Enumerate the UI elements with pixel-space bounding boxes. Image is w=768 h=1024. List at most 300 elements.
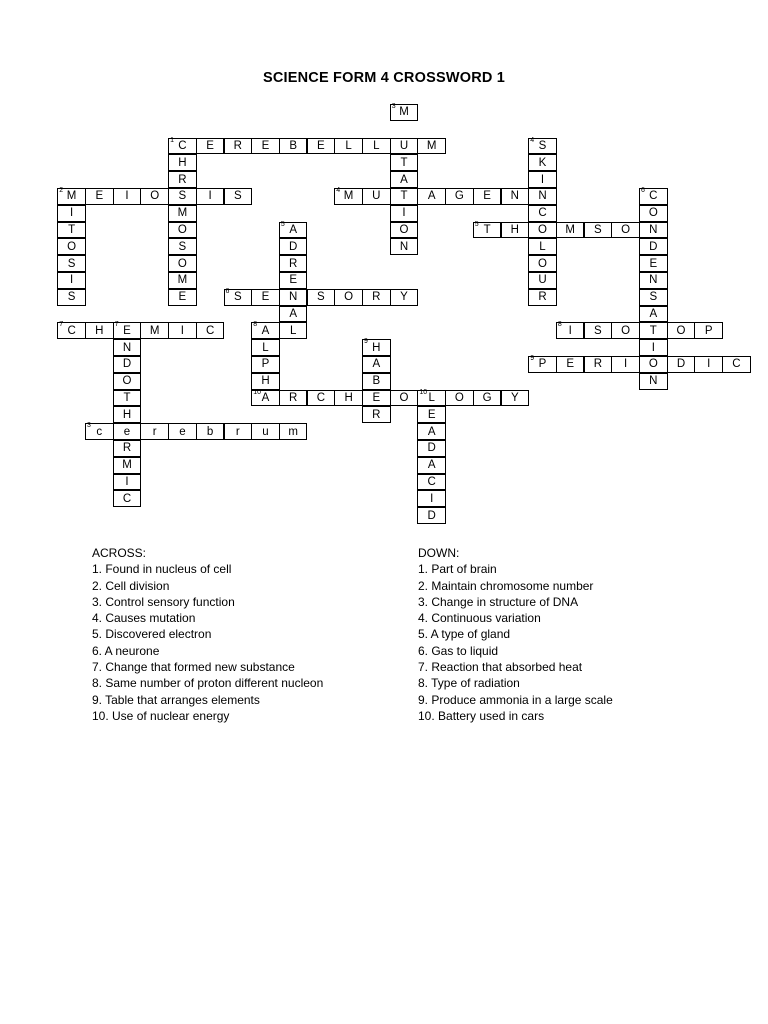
cell-letter: L: [262, 341, 269, 354]
grid-cell[interactable]: [528, 356, 557, 373]
grid-cell[interactable]: [667, 322, 696, 339]
grid-cell[interactable]: [417, 188, 446, 205]
grid-cell[interactable]: [224, 188, 253, 205]
cell-letter: T: [400, 156, 408, 169]
grid-cell[interactable]: [528, 138, 557, 155]
cell-letter: M: [149, 324, 160, 337]
cell-letter: R: [233, 139, 242, 152]
grid-cell[interactable]: [57, 255, 86, 272]
grid-cell[interactable]: [113, 390, 142, 407]
cell-number: 7: [59, 321, 64, 329]
cell-letter: E: [206, 139, 214, 152]
grid-cell[interactable]: [57, 205, 86, 222]
grid-cell[interactable]: [168, 138, 197, 155]
down-heading: DOWN:: [418, 546, 460, 560]
cell-letter: R: [122, 442, 132, 455]
cell-letter: O: [177, 257, 187, 270]
grid-cell[interactable]: [639, 222, 668, 239]
grid-cell[interactable]: [196, 138, 225, 155]
grid-cell[interactable]: [113, 373, 142, 390]
cell-letter: R: [178, 173, 187, 186]
grid-cell[interactable]: [362, 373, 391, 390]
cell-letter: U: [372, 190, 381, 203]
grid-cell[interactable]: [113, 356, 142, 373]
grid-cell[interactable]: [362, 356, 391, 373]
grid-cell[interactable]: [168, 222, 197, 239]
grid-cell[interactable]: [611, 356, 640, 373]
cell-letter: L: [539, 240, 546, 253]
grid-cell[interactable]: [528, 272, 557, 289]
cell-letter: N: [122, 341, 132, 354]
grid-cell[interactable]: [611, 322, 640, 339]
grid-cell[interactable]: [390, 138, 419, 155]
grid-cell[interactable]: [639, 306, 668, 323]
grid-cell[interactable]: [251, 390, 280, 407]
cell-letter: E: [123, 324, 131, 337]
across-clue-4: 4. Causes mutation: [92, 611, 196, 626]
grid-cell[interactable]: [224, 138, 253, 155]
cell-letter: E: [372, 391, 381, 404]
grid-cell[interactable]: [307, 138, 336, 155]
grid-cell[interactable]: [57, 272, 86, 289]
grid-cell[interactable]: [667, 356, 696, 373]
grid-cell[interactable]: [251, 339, 280, 356]
cell-letter: E: [566, 358, 575, 371]
cell-letter: I: [402, 207, 406, 220]
grid-cell[interactable]: [417, 507, 446, 524]
cell-number: 10: [253, 388, 261, 396]
grid-cell[interactable]: [584, 322, 613, 339]
across-clue-9: 9. Table that arranges elements: [92, 692, 260, 707]
grid-cell[interactable]: [168, 154, 197, 171]
across-clues: [92, 545, 323, 724]
cell-number: 9: [530, 355, 535, 362]
cell-letter: O: [122, 375, 132, 388]
cell-letter: I: [69, 207, 74, 220]
grid-cell[interactable]: [113, 406, 142, 423]
grid-cell[interactable]: [168, 322, 197, 339]
across-clue-1: 1. Found in nucleus of cell: [92, 562, 232, 577]
grid-cell[interactable]: [168, 255, 197, 272]
grid-cell[interactable]: [251, 423, 280, 440]
down-clue-8: 8. Type of radiation: [418, 676, 520, 691]
cell-letter: R: [289, 257, 298, 270]
grid-cell[interactable]: [168, 272, 197, 289]
cell-number: 3: [87, 422, 91, 430]
grid-cell[interactable]: [362, 339, 391, 356]
cell-letter: H: [261, 375, 270, 388]
cell-letter: M: [122, 459, 132, 472]
cell-letter: O: [538, 223, 547, 236]
grid-cell[interactable]: [334, 188, 363, 205]
grid-cell[interactable]: [279, 322, 308, 339]
cell-letter: S: [317, 291, 325, 304]
cell-letter: B: [372, 375, 381, 388]
cell-letter: E: [483, 190, 491, 203]
cell-letter: C: [427, 475, 436, 488]
cell-letter: b: [206, 425, 214, 438]
cell-letter: O: [676, 324, 686, 337]
cell-letter: O: [454, 391, 464, 404]
cell-letter: E: [289, 274, 298, 287]
grid-cell[interactable]: [279, 222, 308, 239]
cell-number: 5: [474, 220, 479, 228]
grid-cell[interactable]: [85, 188, 114, 205]
grid-cell[interactable]: [251, 356, 280, 373]
grid-cell[interactable]: [279, 289, 308, 306]
grid-cell[interactable]: [639, 322, 668, 339]
grid-cell[interactable]: [528, 238, 557, 255]
cell-letter: I: [651, 341, 655, 354]
cell-letter: m: [288, 425, 298, 438]
cell-number: 9: [364, 338, 368, 346]
cell-letter: H: [344, 391, 353, 404]
cell-letter: I: [180, 324, 184, 337]
cell-letter: N: [289, 291, 298, 304]
grid-cell[interactable]: [113, 474, 142, 491]
cell-number: 10: [419, 388, 428, 396]
grid-cell[interactable]: [140, 423, 169, 440]
cell-letter: N: [649, 375, 658, 388]
grid-cell[interactable]: [168, 289, 197, 306]
cell-letter: D: [427, 509, 436, 522]
grid-cell[interactable]: [57, 238, 86, 255]
grid-cell[interactable]: [113, 423, 142, 440]
down-clues: [418, 545, 613, 724]
grid-cell[interactable]: [417, 138, 446, 155]
grid-cell[interactable]: [279, 423, 308, 440]
cell-letter: u: [262, 425, 269, 438]
cell-letter: M: [66, 190, 77, 203]
cell-letter: I: [623, 358, 628, 371]
grid-cell[interactable]: [334, 138, 363, 155]
cell-letter: U: [399, 139, 409, 152]
across-clue-10: 10. Use of nuclear energy: [92, 708, 230, 723]
grid-cell[interactable]: [362, 390, 391, 407]
grid-cell[interactable]: [639, 356, 668, 373]
grid-cell[interactable]: [501, 222, 530, 239]
grid-cell[interactable]: [528, 222, 557, 239]
grid-cell[interactable]: [528, 255, 557, 272]
grid-cell[interactable]: [417, 474, 446, 491]
cell-letter: N: [510, 190, 519, 203]
cell-letter: E: [427, 408, 436, 421]
grid-cell[interactable]: [501, 188, 530, 205]
grid-cell[interactable]: [279, 138, 308, 155]
cell-number: 6: [225, 287, 230, 295]
cell-letter: C: [122, 492, 132, 505]
grid-cell[interactable]: [57, 322, 86, 339]
cell-number: 3: [391, 103, 396, 110]
cell-letter: S: [178, 240, 187, 253]
cell-letter: M: [426, 139, 437, 152]
cell-letter: S: [233, 190, 242, 203]
cell-letter: I: [69, 274, 74, 287]
grid-cell[interactable]: [362, 406, 391, 423]
cell-number: 4: [530, 136, 535, 144]
grid-cell[interactable]: [639, 339, 668, 356]
down-clue-7: 7. Reaction that absorbed heat: [418, 660, 583, 675]
grid-cell[interactable]: [168, 188, 197, 205]
across-clue-2: 2. Cell division: [92, 578, 170, 593]
cell-letter: C: [732, 358, 741, 371]
grid-cell[interactable]: [556, 356, 585, 373]
cell-letter: S: [594, 223, 602, 236]
cell-letter: S: [538, 139, 547, 152]
grid-cell[interactable]: [390, 154, 419, 171]
across-clue-5: 5. Discovered electron: [92, 627, 212, 642]
grid-cell[interactable]: [57, 188, 86, 205]
cell-letter: A: [261, 324, 270, 337]
grid-cell[interactable]: [528, 289, 557, 306]
grid-cell[interactable]: [390, 238, 419, 255]
grid-cell[interactable]: [501, 390, 530, 407]
grid-cell[interactable]: [445, 390, 474, 407]
grid-cell[interactable]: [307, 390, 336, 407]
grid-cell[interactable]: [140, 188, 169, 205]
grid-cell[interactable]: [113, 490, 142, 507]
cell-letter: S: [233, 291, 242, 304]
cell-letter: R: [538, 291, 547, 304]
grid-cell[interactable]: [334, 289, 363, 306]
grid-cell[interactable]: [694, 322, 723, 339]
grid-cell[interactable]: [307, 289, 336, 306]
cell-letter: A: [289, 223, 298, 236]
cell-letter: A: [427, 190, 436, 203]
cell-number: 7: [114, 321, 119, 329]
grid-cell[interactable]: [85, 322, 114, 339]
cell-letter: R: [289, 391, 298, 404]
grid-cell[interactable]: [57, 289, 86, 306]
cell-letter: I: [125, 475, 129, 488]
cell-letter: r: [235, 425, 240, 438]
across-clue-6: 6. A neurone: [92, 643, 160, 658]
grid-cell[interactable]: [556, 322, 585, 339]
grid-cell[interactable]: [611, 222, 640, 239]
cell-letter: P: [704, 324, 713, 337]
cell-letter: S: [594, 324, 602, 337]
cell-letter: e: [123, 425, 131, 438]
across-clue-3: 3. Control sensory function: [92, 594, 235, 609]
grid-cell[interactable]: [224, 423, 253, 440]
cell-letter: P: [538, 358, 547, 371]
down-clue-5: 5. A type of gland: [418, 627, 511, 642]
grid-cell[interactable]: [528, 205, 557, 222]
grid-cell[interactable]: [417, 406, 446, 423]
cell-letter: L: [345, 139, 352, 152]
cell-letter: O: [648, 207, 658, 220]
grid-cell[interactable]: [390, 104, 419, 121]
grid-cell[interactable]: [168, 238, 197, 255]
grid-cell[interactable]: [196, 322, 225, 339]
grid-cell[interactable]: [362, 289, 391, 306]
cell-letter: M: [343, 190, 354, 203]
grid-cell[interactable]: [417, 490, 446, 507]
cell-letter: O: [621, 223, 631, 236]
cell-letter: N: [649, 274, 658, 287]
cell-letter: E: [261, 139, 270, 152]
cell-letter: E: [317, 139, 325, 152]
grid-cell[interactable]: [251, 138, 280, 155]
cell-letter: e: [179, 425, 186, 438]
cell-letter: H: [372, 341, 381, 354]
grid-cell[interactable]: [528, 188, 557, 205]
grid-cell[interactable]: [722, 356, 751, 373]
cell-letter: M: [177, 274, 188, 287]
grid-cell[interactable]: [140, 322, 169, 339]
cell-letter: I: [430, 492, 434, 505]
grid-cell[interactable]: [168, 171, 197, 188]
grid-cell[interactable]: [113, 457, 142, 474]
grid-cell[interactable]: [528, 154, 557, 171]
grid-cell[interactable]: [417, 440, 446, 457]
cell-letter: L: [373, 139, 380, 152]
cell-letter: D: [427, 442, 436, 455]
grid-cell[interactable]: [417, 390, 446, 407]
grid-cell[interactable]: [584, 222, 613, 239]
cell-letter: L: [289, 324, 297, 337]
cell-letter: E: [649, 257, 658, 270]
cell-letter: I: [707, 358, 711, 371]
grid-cell[interactable]: [390, 222, 419, 239]
grid-cell[interactable]: [224, 289, 253, 306]
cell-letter: H: [95, 324, 104, 337]
grid-cell[interactable]: [334, 390, 363, 407]
across-heading: ACROSS:: [92, 546, 147, 560]
grid-cell[interactable]: [390, 188, 419, 205]
cell-letter: O: [344, 291, 354, 304]
cell-letter: A: [427, 425, 436, 438]
grid-cell[interactable]: [584, 356, 613, 373]
grid-cell[interactable]: [639, 188, 668, 205]
grid-cell[interactable]: [251, 373, 280, 390]
grid-cell[interactable]: [390, 289, 419, 306]
cell-letter: O: [621, 324, 631, 337]
cell-letter: S: [178, 190, 187, 203]
cell-letter: O: [67, 240, 77, 253]
grid-cell[interactable]: [251, 289, 280, 306]
grid-cell[interactable]: [279, 255, 308, 272]
cell-number: 6: [641, 187, 645, 194]
cell-letter: S: [649, 291, 658, 304]
grid-cell[interactable]: [639, 238, 668, 255]
grid-cell[interactable]: [639, 205, 668, 222]
cell-letter: G: [482, 391, 492, 404]
grid-cell[interactable]: [639, 272, 668, 289]
cell-letter: c: [96, 425, 103, 438]
cell-letter: N: [399, 240, 409, 253]
grid-cell[interactable]: [473, 390, 502, 407]
cell-letter: O: [150, 190, 160, 203]
grid-cell[interactable]: [445, 188, 474, 205]
grid-cell[interactable]: [113, 440, 142, 457]
cell-letter: Y: [400, 291, 408, 304]
grid-cell[interactable]: [279, 238, 308, 255]
grid-cell[interactable]: [85, 423, 114, 440]
cell-letter: M: [399, 106, 409, 119]
cell-letter: H: [510, 223, 519, 236]
grid-cell[interactable]: [390, 205, 419, 222]
cell-letter: I: [540, 173, 545, 186]
grid-cell[interactable]: [168, 423, 197, 440]
cell-letter: P: [261, 358, 270, 371]
grid-cell[interactable]: [279, 390, 308, 407]
cell-letter: A: [649, 307, 658, 320]
cell-letter: N: [538, 190, 547, 203]
grid-cell[interactable]: [362, 138, 391, 155]
cell-letter: R: [593, 358, 603, 371]
grid-cell[interactable]: [417, 457, 446, 474]
grid-cell[interactable]: [279, 272, 308, 289]
cell-letter: I: [568, 324, 572, 337]
across-clue-7: 7. Change that formed new substance: [92, 660, 295, 675]
cell-letter: T: [68, 223, 76, 236]
grid-cell[interactable]: [639, 255, 668, 272]
grid-cell[interactable]: [473, 188, 502, 205]
cell-letter: L: [428, 391, 435, 404]
grid-cell[interactable]: [196, 423, 225, 440]
down-clue-9: 9. Produce ammonia in a large scale: [418, 692, 613, 707]
cell-letter: C: [316, 391, 326, 404]
cell-letter: A: [427, 459, 436, 472]
cell-letter: E: [178, 291, 187, 304]
cell-letter: C: [205, 324, 215, 337]
grid-cell[interactable]: [694, 356, 723, 373]
cell-letter: E: [261, 291, 270, 304]
cell-number: 1: [170, 136, 174, 144]
cell-letter: r: [152, 425, 157, 438]
cell-letter: H: [178, 156, 187, 169]
grid-cell[interactable]: [57, 222, 86, 239]
grid-cell[interactable]: [279, 306, 308, 323]
grid-cell[interactable]: [528, 171, 557, 188]
grid-cell[interactable]: [113, 188, 142, 205]
grid-cell[interactable]: [639, 373, 668, 390]
grid-cell[interactable]: [113, 339, 142, 356]
grid-cell[interactable]: [362, 188, 391, 205]
cell-letter: K: [538, 156, 547, 169]
cell-number: 2: [59, 187, 64, 194]
grid-cell[interactable]: [113, 322, 142, 339]
cell-letter: C: [178, 139, 187, 152]
cell-letter: Y: [510, 391, 519, 404]
cell-letter: S: [67, 257, 76, 270]
grid-cell[interactable]: [639, 289, 668, 306]
cell-letter: T: [400, 190, 408, 203]
cell-letter: I: [125, 190, 129, 203]
cell-letter: S: [67, 291, 76, 304]
grid-cell[interactable]: [251, 322, 280, 339]
cell-letter: T: [649, 324, 657, 337]
cell-letter: T: [483, 223, 491, 236]
cell-letter: D: [122, 358, 132, 371]
grid-cell[interactable]: [417, 423, 446, 440]
cell-number: 5: [280, 220, 285, 228]
cell-letter: I: [208, 190, 212, 203]
cell-letter: D: [289, 240, 298, 253]
cell-letter: A: [372, 358, 381, 371]
grid-cell[interactable]: [390, 171, 419, 188]
across-clue-8: 8. Same number of proton different nucleon: [92, 676, 324, 691]
grid-cell[interactable]: [556, 222, 585, 239]
cell-letter: A: [261, 391, 270, 404]
down-clue-2: 2. Maintain chromosome number: [418, 578, 594, 593]
grid-cell[interactable]: [168, 205, 197, 222]
grid-cell[interactable]: [390, 390, 419, 407]
cell-letter: R: [372, 408, 381, 421]
grid-cell[interactable]: [473, 222, 502, 239]
grid-cell[interactable]: [196, 188, 225, 205]
